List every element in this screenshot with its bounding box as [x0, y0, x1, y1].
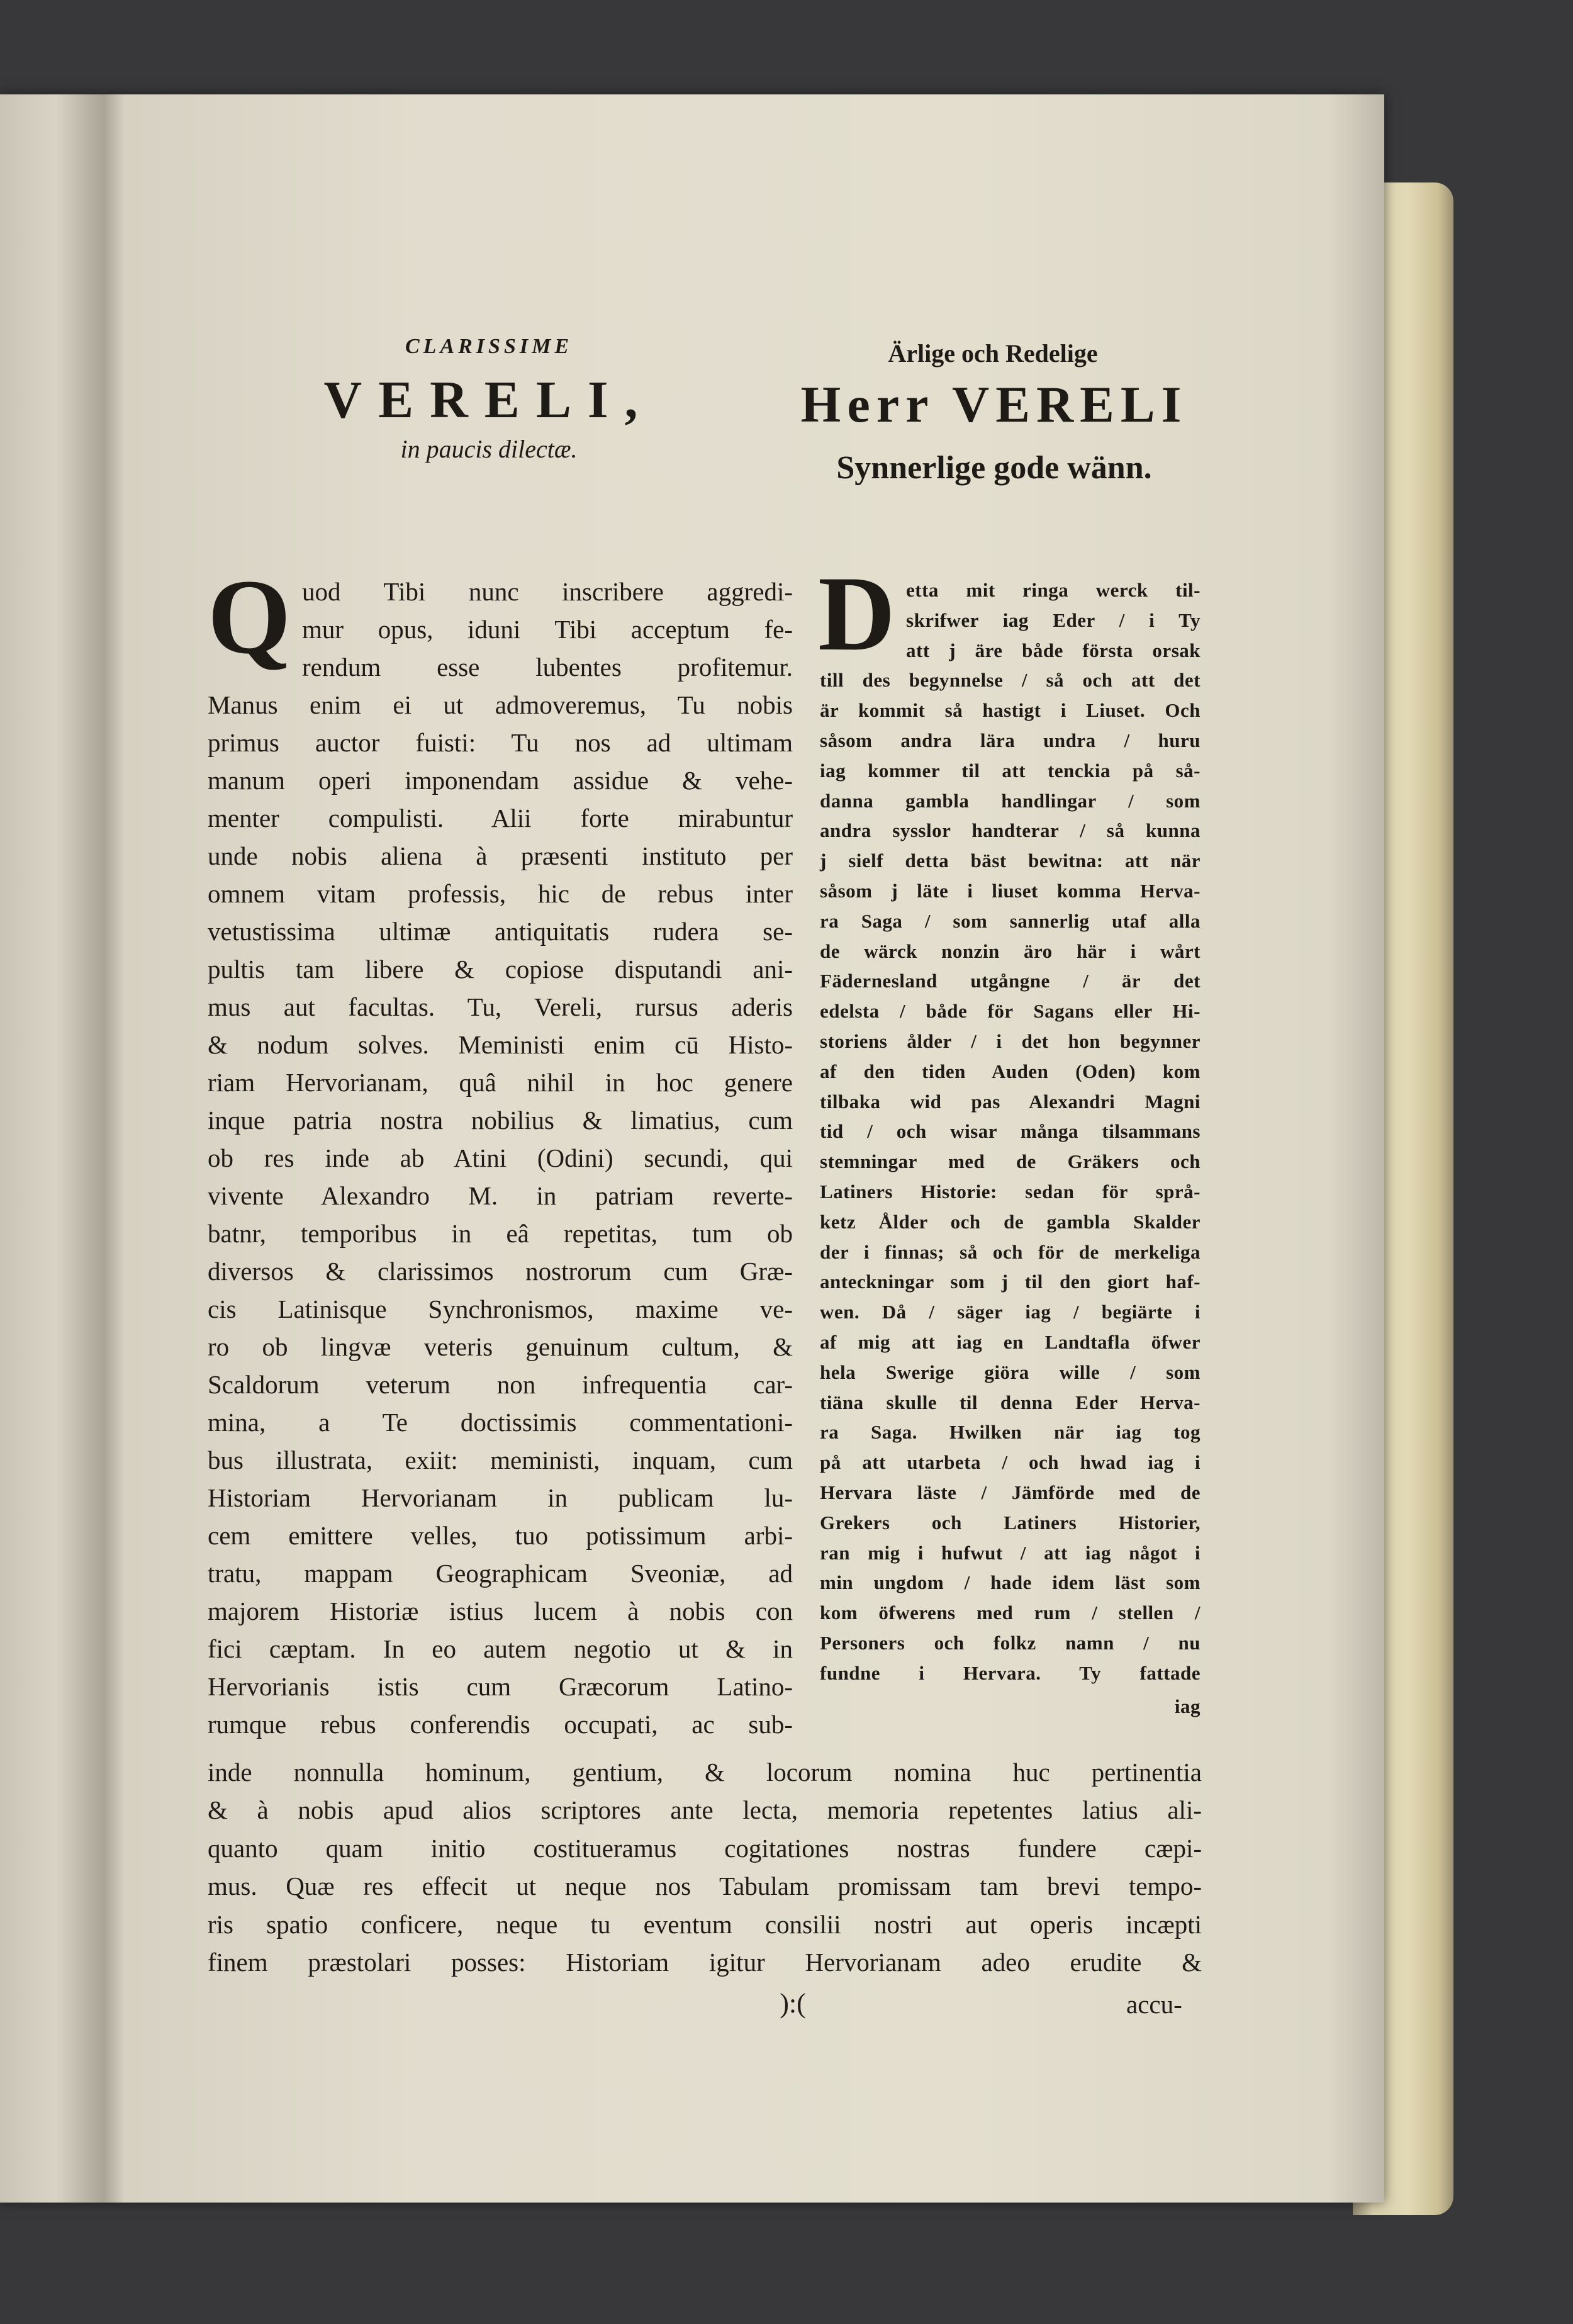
latin-text-line: pultis tam libere & copiose disputandi ani-	[208, 955, 793, 984]
latin-text-line: cem emittere velles, tuo potissimum arbi-	[208, 1521, 793, 1550]
latin-text-line: riam Hervorianam, quâ nihil in hoc genere	[208, 1068, 793, 1097]
swedish-text-line: der i finnas; så och för de merkeliga	[820, 1240, 1201, 1263]
swedish-text-line: af mig att iag en Landtafla öfwer	[820, 1331, 1201, 1353]
swedish-text-line: tiäna skulle til denna Eder Herva-	[820, 1391, 1201, 1413]
latin-text-line: unde nobis aliena à præsenti instituto per	[208, 841, 793, 870]
latin-text-line: Hervorianis istis cum Græcorum Latino-	[208, 1672, 793, 1701]
left-heading-clarissime: CLARISSIME	[405, 335, 573, 358]
latin-text-line: ob res inde ab Atini (Odini) secundi, qui	[208, 1143, 793, 1172]
latin-text-line-full: finem præstolari posses: Historiam igitur Hervorianam adeo erudite &	[208, 1948, 1202, 1977]
latin-text-line: ro ob lingvæ veteris genuinum cultum, &	[208, 1332, 793, 1361]
swedish-text-line: såsom andra lära undra / huru	[820, 729, 1201, 751]
signature-mark: ):(	[780, 1988, 806, 2019]
left-heading-vereli: VERELI,	[323, 371, 654, 429]
swedish-text-line: kom öfwerens med rum / stellen /	[820, 1602, 1201, 1624]
latin-text-line: uod Tibi nunc inscribere aggredi-	[302, 577, 793, 606]
swedish-text-line: j sielf detta bäst bewitna: att när	[820, 850, 1201, 872]
latin-text-line: & nodum solves. Meministi enim cū Histo-	[208, 1030, 793, 1059]
swedish-text-line: Grekers och Latiners Historier,	[820, 1511, 1201, 1534]
latin-text-line: cis Latinisque Synchronismos, maxime ve-	[208, 1294, 793, 1323]
swedish-text-line: på att utarbeta / och hwad iag i	[820, 1451, 1201, 1474]
swedish-text-line: att j äre både första orsak	[906, 639, 1201, 661]
latin-text-line: inque patria nostra nobilius & limatius, cum	[208, 1106, 793, 1135]
latin-text-line-full: inde nonnulla hominum, gentium, & locorum nomina huc pertinentia	[208, 1757, 1202, 1787]
swedish-text-line: Personers och folkz namn / nu	[820, 1632, 1201, 1654]
swedish-text-line: skrifwer iag Eder / i Ty	[906, 609, 1201, 631]
swedish-text-line: danna gambla handlingar / som	[820, 789, 1201, 812]
right-heading-subtitle: Synnerlige gode wänn.	[836, 450, 1152, 486]
swedish-text-line: min ungdom / hade idem läst som	[820, 1571, 1201, 1594]
latin-text-line: primus auctor fuisti: Tu nos ad ultimam	[208, 728, 793, 757]
swedish-text-line: wen. Då / säger iag / begiärte i	[820, 1301, 1201, 1323]
swedish-text-line: andra sysslor handterar / så kunna	[820, 819, 1201, 842]
latin-text-line: fici cæptam. In eo autem negotio ut & in	[208, 1634, 793, 1663]
latin-text-line: tratu, mappam Geographicam Sveoniæ, ad	[208, 1559, 793, 1588]
swedish-text-line: Hervara läste / Jämförde med de	[820, 1481, 1201, 1503]
latin-text-line: batnr, temporibus in eâ repetitas, tum ob	[208, 1219, 793, 1248]
latin-text-line: Scaldorum veterum non infrequentia car-	[208, 1370, 793, 1399]
latin-text-line: mur opus, iduni Tibi acceptum fe-	[302, 615, 793, 644]
left-heading-subtitle: in paucis dilectæ.	[400, 435, 578, 463]
right-heading-vereli: Herr VERELI	[800, 376, 1188, 433]
swedish-text-line: fundne i Hervara. Ty fattade	[820, 1661, 1201, 1684]
swedish-text-line: storiens ålder / i det hon begynner	[820, 1030, 1201, 1052]
latin-text-line: Manus enim ei ut admoveremus, Tu nobis	[208, 690, 793, 719]
swedish-text-line: ketz Ålder och de gambla Skalder	[820, 1210, 1201, 1233]
latin-catchword: accu-	[1126, 1990, 1182, 2019]
swedish-text-line: såsom j läte i liuset komma Herva-	[820, 880, 1201, 902]
latin-text-line: vivente Alexandro M. in patriam reverte-	[208, 1181, 793, 1210]
swedish-text-line: af den tiden Auden (Oden) kom	[820, 1060, 1201, 1082]
swedish-text-line: ra Saga / som sannerlig utaf alla	[820, 909, 1201, 932]
latin-text-line: Historiam Hervorianam in publicam lu-	[208, 1483, 793, 1512]
latin-text-line: mus aut facultas. Tu, Vereli, rursus aderis	[208, 992, 793, 1021]
swedish-text-line: ra Saga. Hwilken när iag tog	[820, 1421, 1201, 1444]
latin-text-line: bus illustrata, exiit: meministi, inquam, cum	[208, 1445, 793, 1474]
latin-text-line: vetustissima ultimæ antiquitatis rudera se-	[208, 917, 793, 946]
swedish-text-line: Fädernesland utgångne / är det	[820, 970, 1201, 992]
swedish-catchword: iag	[1174, 1695, 1201, 1717]
swedish-text-line: anteckningar som j til den giort haf-	[820, 1271, 1201, 1293]
latin-text-line: rendum esse lubentes profitemur.	[302, 653, 793, 682]
latin-text-line: diversos & clarissimos nostrorum cum Græ-	[208, 1257, 793, 1286]
swedish-text-line: edelsta / både för Sagans eller Hi-	[820, 1000, 1201, 1023]
latin-text-line: manum operi imponendam assidue & vehe-	[208, 766, 793, 795]
swedish-text-line: Latiners Historie: sedan för språ-	[820, 1181, 1201, 1203]
latin-text-line: majorem Historiæ istius lucem à nobis con	[208, 1597, 793, 1625]
swedish-text-line: till des begynnelse / så och att det	[820, 669, 1201, 692]
latin-text-line: menter compulisti. Alii forte mirabuntur	[208, 804, 793, 833]
latin-text-line-full: quanto quam initio costitueramus cogitationes nostras fundere cæpi-	[208, 1833, 1202, 1863]
swedish-text-line: stemningar med de Gräkers och	[820, 1150, 1201, 1173]
drop-cap-q: Q	[208, 558, 291, 676]
drop-cap-d: D	[818, 554, 895, 673]
right-heading-title: Ärlige och Redelige	[888, 339, 1098, 368]
swedish-text-line: de wärck nonzin äro här i wårt	[820, 940, 1201, 962]
latin-text-line: rumque rebus conferendis occupati, ac sub-	[208, 1710, 793, 1739]
swedish-text-line: tid / och wisar många tilsammans	[820, 1120, 1201, 1143]
latin-text-line-full: ris spatio conficere, neque tu eventum consilii nostri aut operis incæpti	[208, 1909, 1202, 1939]
latin-text-line: mina, a Te doctissimis commentationi-	[208, 1408, 793, 1437]
latin-text-line-full: mus. Quæ res effecit ut neque nos Tabulam promissam tam brevi tempo-	[208, 1872, 1202, 1900]
swedish-text-line: ran mig i hufwut / att iag något i	[820, 1541, 1201, 1564]
swedish-text-line: iag kommer til att tenckia på så-	[820, 759, 1201, 782]
swedish-text-line: etta mit ringa werck til-	[906, 579, 1201, 601]
latin-text-line-full: & à nobis apud alios scriptores ante lecta, memoria repetentes latius ali-	[208, 1795, 1202, 1824]
swedish-text-line: hela Swerige giöra wille / som	[820, 1361, 1201, 1383]
swedish-text-line: tilbaka wid pas Alexandri Magni	[820, 1090, 1201, 1113]
latin-text-line: omnem vitam professis, hic de rebus inter	[208, 879, 793, 908]
swedish-text-line: är kommit så hastigt i Liuset. Och	[820, 699, 1201, 722]
